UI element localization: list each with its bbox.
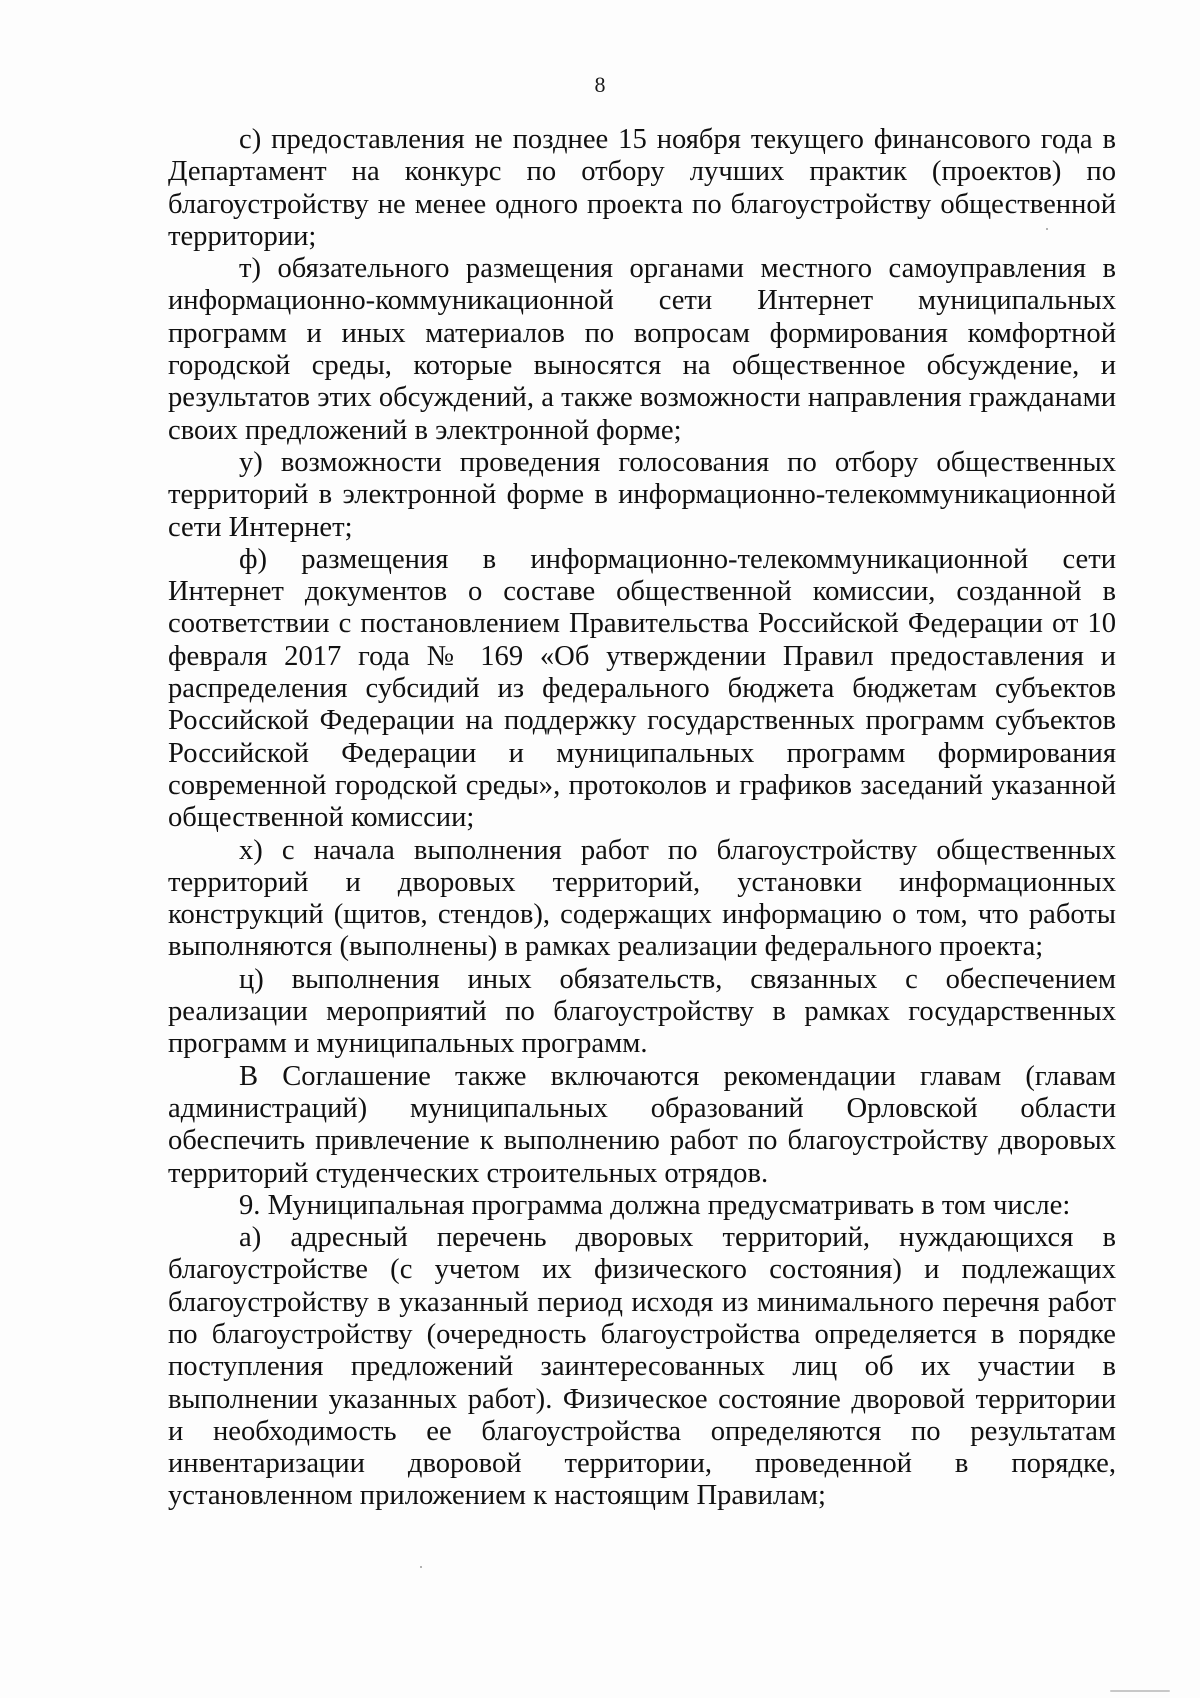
paragraph-s: с) предоставления не позднее 15 ноября текущего финансового года в Департамент на конкурс по отбору лучших практик (проектов) по благоустройству не менее одного проекта по благоустройству общественной территории;: [168, 124, 1116, 252]
document-body: [168, 124, 1116, 1513]
paragraph-ts: ц) выполнения иных обязательств, связанных с обеспечением реализации мероприятий по благоустройству в рамках государственных программ и муниципальных программ.: [168, 963, 1116, 1060]
paragraph-t: т) обязательного размещения органами местного самоуправления в информационно-коммуникационной сети Интернет муниципальных программ и иных материалов по вопросам формирования комфортной городской среды, которые выносятся на общественное обсуждение, и результатов этих обсуждений, а также возможности направления гражданами своих предложений в электронной форме;: [168, 253, 1116, 446]
paragraph-kh: х) с начала выполнения работ по благоустройству общественных территорий и дворовых территорий, установки информационных конструкций (щитов, стендов), содержащих информацию о том, что работы выполняются (выполнены) в рамках реализации федерального проекта;: [168, 834, 1116, 963]
scan-speck: [1046, 228, 1048, 230]
scan-speck: [420, 1566, 422, 1568]
paragraph-agreement: В Соглашение также включаются рекомендации главам (главам администраций) муниципальных образований Орловской области обеспечить привлечение к выполнению работ по благоустройству дворовых территорий студенческих строительных отрядов.: [168, 1060, 1116, 1189]
paragraph-a: а) адресный перечень дворовых территорий, нуждающихся в благоустройстве (с учетом их физического состояния) и подлежащих благоустройству в указанный период исходя из минимального перечня работ по благоустройству (очередность благоустройства определяется в порядке поступления предложений заинтересованных лиц об их участии в выполнении указанных работ). Физическое состояние дворовой территории и необходимость ее благоустройства определяются по результатам инвентаризации дворовой территории, проведенной в порядке, установленном приложением к настоящим Правилам;: [168, 1222, 1116, 1512]
scan-speck: [1110, 1690, 1170, 1692]
page-number: 8: [594, 72, 606, 97]
paragraph-f: ф) размещения в информационно-телекоммуникационной сети Интернет документов о составе общественной комиссии, созданной в соответствии с постановлением Правительства Российской Федерации от 10 февраля 2017 года № 169 «Об утверждении Правил предоставления и распределения субсидий из федерального бюджета бюджетам субъектов Российской Федерации на поддержку государственных программ субъектов Российской Федерации и муниципальных программ формирования современной городской среды», протоколов и графиков заседаний указанной общественной комиссии;: [168, 543, 1116, 834]
paragraph-u: у) возможности проведения голосования по отбору общественных территорий в электронной форме в информационно-телекоммуникационной сети Интернет;: [168, 446, 1116, 543]
paragraph-item-9: 9. Муниципальная программа должна предусматривать в том числе:: [239, 1189, 1071, 1221]
